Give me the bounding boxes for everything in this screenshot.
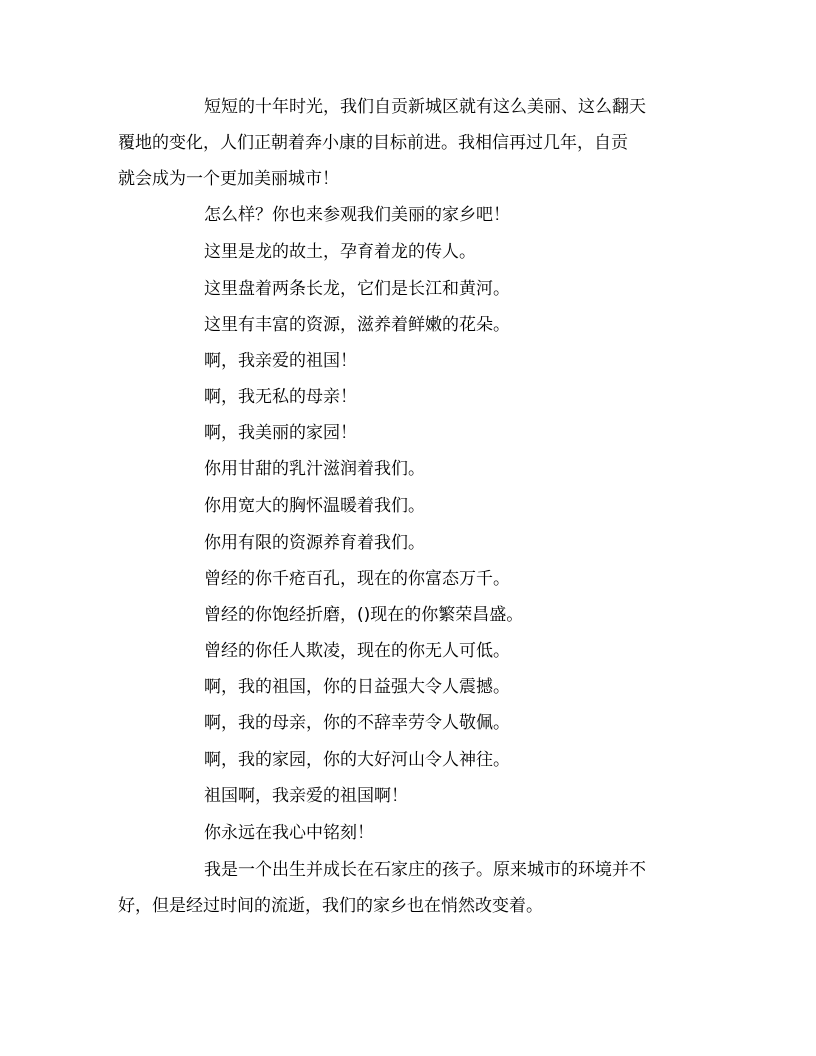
poem-line: 你永远在我心中铭刻！ [204, 823, 374, 843]
poem-line: 这里有丰富的资源，滋养着鲜嫩的花朵。 [204, 315, 510, 335]
poem-line: 怎么样？你也来参观我们美丽的家乡吧！ [204, 205, 510, 225]
text-line: 覆地的变化，人们正朝着奔小康的目标前进。我相信再过几年，自贡 [118, 133, 628, 153]
poem-line: 曾经的你任人欺凌，现在的你无人可低。 [204, 641, 510, 661]
text-line: 就会成为一个更加美丽城市！ [118, 169, 339, 189]
poem-line: 啊，我的母亲，你的不辞幸劳令人敬佩。 [204, 713, 510, 733]
poem-line: 啊，我的祖国，你的日益强大令人震撼。 [204, 677, 510, 697]
poem-line: 曾经的你千疮百孔，现在的你富态万千。 [204, 569, 510, 589]
poem-line: 啊，我美丽的家园！ [204, 423, 357, 443]
poem-line: 这里盘着两条长龙，它们是长江和黄河。 [204, 279, 510, 299]
text-line: 好，但是经过时间的流逝，我们的家乡也在悄然改变着。 [118, 896, 543, 916]
poem-line: 祖国啊，我亲爱的祖国啊！ [204, 786, 408, 806]
poem-line: 啊，我无私的母亲！ [204, 387, 357, 407]
poem-line: 你用宽大的胸怀温暖着我们。 [204, 496, 425, 516]
poem-line: 啊，我的家园，你的大好河山令人神往。 [204, 750, 510, 770]
poem-line: 你用甘甜的乳汁滋润着我们。 [204, 459, 425, 479]
poem-line: 曾经的你饱经折磨，()现在的你繁荣昌盛。 [204, 605, 524, 625]
poem-line: 你用有限的资源养育着我们。 [204, 533, 425, 553]
text-line: 我是一个出生并成长在石家庄的孩子。原来城市的环境并不 [204, 860, 646, 880]
poem-line: 啊，我亲爱的祖国！ [204, 351, 357, 371]
text-line: 短短的十年时光，我们自贡新城区就有这么美丽、这么翻天 [204, 97, 646, 117]
poem-line: 这里是龙的故土，孕育着龙的传人。 [204, 242, 476, 262]
